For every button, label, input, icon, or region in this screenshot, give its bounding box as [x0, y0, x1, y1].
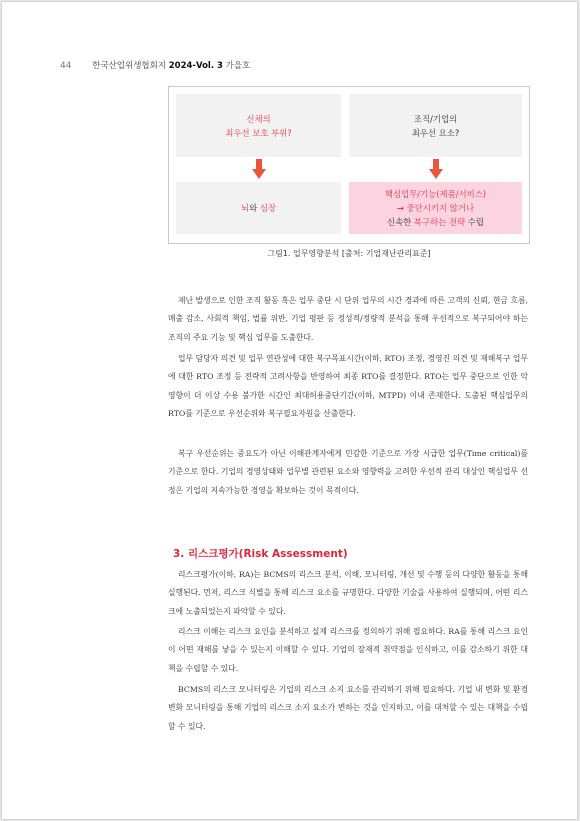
figure-box-line: 핵심업무/기능(제품/서비스) — [384, 189, 487, 199]
journal-name: 한국산업위생협회지 — [92, 61, 167, 71]
figure-caption: 그림1. 업무영향분석 [출처: 기업재난관리표준] — [267, 249, 431, 258]
journal-volume: 2024-Vol. 3 — [168, 61, 223, 71]
section-heading: 3. 리스크평가(Risk Assessment) — [173, 548, 348, 560]
body-paragraph: BCMS의 리스크 모니터링은 기업의 리스크 소지 요소를 관리하기 위해 필요하다. 기업 내 변화 및 환경 변화 모니터링을 통해 기업의 리스크 소지 요소가 변하는 것을 인지하고, 이를 대처할 수 있는 대책을 수립할 수 있다. — [168, 685, 528, 731]
figure-text: 수립 — [465, 217, 484, 227]
figure-box-brain-heart — [176, 182, 341, 234]
figure-text-brain: 뇌 — [240, 203, 250, 213]
figure-box-line: 신체의 — [246, 113, 271, 124]
body-paragraph: 리스크평가(이하, RA)는 BCMS의 리스크 분석, 이해, 모니터링, 개선 및 수행 등의 다양한 활동을 통해 실행된다. 먼저, 리스크 식별을 통해 리스크 요소를 규명한다. 다양한 기술을 사용하여 실행되며, 어떤 리스크에 노출되었는지 파악할 수 있다. — [168, 570, 528, 616]
figure-box-line: 중단시키지 않거나 — [403, 203, 475, 213]
figure-box-organization-priority — [349, 94, 522, 157]
running-header — [60, 59, 250, 71]
down-arrow-icon — [252, 159, 266, 179]
page-number: 44 — [60, 61, 72, 71]
figure-box-body-priority — [176, 94, 341, 157]
down-arrow-icon — [429, 159, 443, 179]
journal-season: 가을호 — [225, 61, 251, 71]
figure-box-line: 조직/기업의 — [413, 113, 458, 124]
body-paragraph: 재난 발생으로 인한 조직 활동 혹은 업무 중단 시 단위 업무의 시간 경과에 따른 고객의 신뢰, 현금 흐름, 매출 감소, 사회적 책임, 법률 위반, 기업 평판 등 정성적/정량적 분석을 통해 우선적으로 복구되어야 하는 조직의 주요 기능 및 핵심 업무를 도출한다. — [168, 296, 528, 342]
document-page — [2, 2, 577, 819]
figure-box-line: 최우선 요소? — [411, 127, 460, 138]
figure-text: 신속한 — [386, 217, 414, 227]
figure-box-line: 최우선 보호 부위? — [225, 127, 292, 138]
figure-text-heart: 심장 — [259, 203, 277, 213]
body-paragraph: 복구 우선순위는 중요도가 아닌 이해관계자에게 민감한 기준으로 가장 시급한 업무(Time critical)를 기준으로 한다. 기업의 경영상태와 업무별 관련된 요소와 영향력을 고려한 우선적 관리 대상인 핵심업무 선정은 기업의 지속가능한 경영을 확보하는 것이 목적이다. — [168, 449, 528, 495]
figure-text-highlight: 복구하는 전략 — [413, 217, 466, 227]
right-arrow-icon: → — [396, 203, 404, 213]
figure-text-and: 와 — [249, 203, 260, 213]
figure-box-core-business-strategy — [349, 182, 522, 234]
body-paragraph: 업무 담당자 의견 및 업무 연관성에 대한 복구목표시간(이하, RTO) 조정, 경영진 의견 및 재해복구 업무에 대한 RTO 조정 등 전략적 고려사항을 반영하여 최종 RTO를 결정한다. RTO는 업무 중단으로 인한 악영향이 더 이상 수용 불가한 시간인 최대허용중단기간(이하, MTPD) 이내 존재한다. 도출된 핵심업무의 RTO를 기준으로 우선순위와 복구필요자원을 산출한다. — [168, 354, 528, 418]
figure-business-impact-analysis — [168, 86, 530, 244]
body-paragraph: 리스크 이해는 리스크 요인을 분석하고 실제 리스크를 정의하기 위해 필요하다. RA를 통해 리스크 요인이 어떤 재해를 낳을 수 있는지 이해할 수 있다. 기업의 잠재적 취약점을 인식하고, 이를 감소하기 위한 대책을 수립할 수 있다. — [168, 627, 528, 673]
